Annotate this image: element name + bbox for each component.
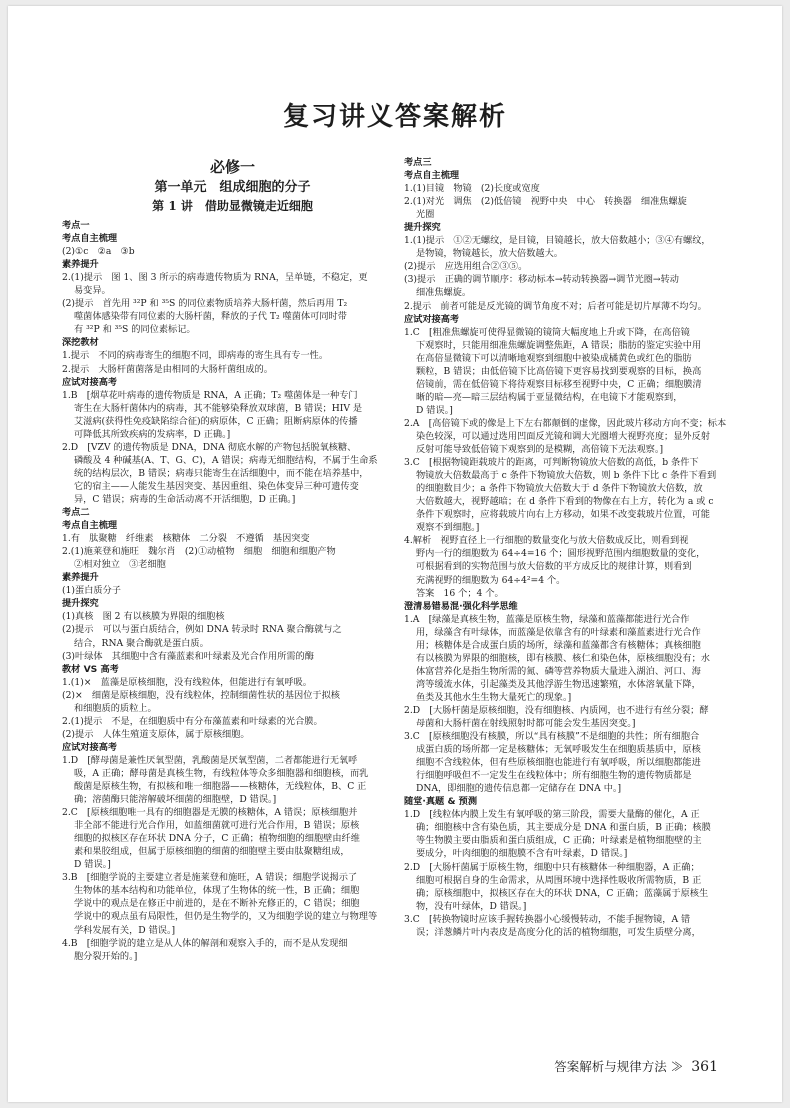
text-line: 学科发展有关，D 错误。]: [74, 924, 176, 936]
text-line: 1.C [粗准焦螺旋可使得显微镜的镜筒大幅度地上升或下降，在高倍镜: [404, 326, 690, 338]
text-line: 生物体的基本结构和功能单位，体现了生物体的统一性，B 正确；细胞: [74, 885, 360, 897]
text-line: 细胞的拟核区存在环状 DNA 分子，C 正确；植物细胞的细胞壁由纤维: [74, 833, 360, 845]
text-line: 细准焦螺旋。: [416, 287, 472, 299]
text-line: 误；洋葱鳞片叶内表皮是高度分化的活的植物细胞，可发生质壁分离，: [416, 926, 701, 938]
text-line: 充满视野的细胞数为 64÷4²=4 个。: [416, 574, 566, 586]
text-line: 1.(1)目镜 物镜 (2)长度或宽度: [404, 183, 540, 195]
section-heading: 考点三: [404, 157, 432, 168]
text-line: 磷酸及 4 种碱基(A、T、G、C)，A 错误；病毒无细胞结构，不属于生命系: [74, 454, 378, 466]
text-line: 可根据看到的实物范围与放大倍数的平方成反比的规律计算，则看到: [416, 561, 692, 573]
text-line: 确；溶菌酶只能溶解破坏细菌的细胞壁，D 错误。]: [74, 794, 277, 806]
text-line: 染色较深，可以通过选用凹面反光镜和调大光圈增大视野亮度；显外反射: [416, 430, 710, 442]
text-line: 大倍数越大，视野越暗；在 d 条件下看到的物像在右上方，转化为 a 或 c: [416, 496, 714, 508]
text-line: 2.(1)施莱登和施旺 魏尔肖 (2)①动植物 细胞 细胞和细胞产物: [62, 546, 336, 558]
text-line: 2.(1)提示 图 1、图 3 所示的病毒遗传物质为 RNA，呈单链，不稳定，更: [62, 272, 368, 284]
text-line: 晰的暗—亮—暗三层结构属于亚显微结构，在电镜下才能观察到，: [416, 391, 683, 403]
footer-arrows: ≫: [670, 1059, 684, 1074]
text-line: 1.D [酵母菌是兼性厌氧型菌，乳酸菌是厌氧型菌，二者都能进行无氧呼: [62, 754, 358, 766]
text-line: 等生物膜主要由脂质和蛋白质组成，C 正确；叶绿素是植物细胞壁的主: [416, 835, 702, 847]
text-line: 光圈: [416, 209, 435, 221]
text-line: 母菌和大肠杆菌在射线照射时都可能会发生基因突变。]: [416, 718, 636, 730]
text-line: 答案 16 个；4 个。: [416, 587, 504, 599]
text-line: 2.(1)对光 调焦 (2)低倍镜 视野中央 中心 转换器 细准焦螺旋: [404, 196, 687, 208]
text-line: 1.提示 不同的病毒寄生的细胞不同，即病毒的寄生具有专一性。: [62, 350, 329, 362]
text-line: 用，绿藻含有叶绿体，而蓝藻是依靠含有的叶绿素和藻蓝素进行光合作: [416, 626, 701, 638]
book-heading: 必修一: [209, 158, 255, 176]
text-line: 有 ³²P 和 ³⁵S 的同位素标记。: [74, 324, 196, 336]
text-line: 艾滋病(获得性免疫缺陷综合征)的病原体，C 正确；阻断病原体的传播: [74, 415, 358, 427]
text-line: 学说中的观点虽有局限性，但仍是生物学的，又为细胞学说的建立与物理等: [74, 911, 378, 923]
text-line: 物镜放大倍数最高于 c 条件下物镜放大倍数，则 b 条件下比 c 条件下看到: [416, 470, 717, 482]
text-line: (1)蛋白质分子: [62, 585, 121, 597]
text-line: (2)提示 人体生殖道支原体，属于原核细胞。: [62, 728, 250, 740]
section-heading: 考点一: [62, 220, 90, 231]
text-line: 2.(1)提示 不是，在细胞质中有分布藻蓝素和叶绿素的光合膜。: [62, 715, 323, 727]
text-line: 4.B [细胞学说的建立是从人体的解剖和观察入手的，而不是从发现细: [62, 937, 348, 949]
text-line: 细胞不含线粒体，但有些原核细胞也能进行有氧呼吸，所以细胞都能进: [416, 757, 701, 769]
text-line: 2.A [高倍镜下或的像是上下左右都颠倒的虚像，因此玻片移动方向不变；标本: [404, 417, 727, 429]
text-line: 2.提示 前者可能是反光镜的调节角度不对；后者可能是切片厚薄不均匀。: [404, 300, 707, 312]
text-line: 2.D [大肠杆菌是原核细胞，没有细胞核、内质网，也不进行有丝分裂；酵: [404, 704, 709, 716]
text-line: 2.D [大肠杆菌属于原核生物，细胞中只有核糖体一种细胞器，A 正确；: [404, 861, 700, 873]
section-heading: 教材 VS 高考: [62, 663, 119, 675]
text-line: 要成分，叶肉细胞的细胞膜不含有叶绿素，D 错误。]: [416, 848, 628, 860]
text-line: 颗粒，B 错误；由低倍镜下比高倍镜下更容易找到要观察的目标，换高: [416, 365, 702, 377]
text-line: (2)提示 可以与蛋白质结合，例如 DNA 转录时 RNA 聚合酶就与之: [62, 624, 342, 636]
text-line: 有以核膜为界限的细胞核，即有核膜、核仁和染色体，原核细胞没有；水: [416, 652, 710, 664]
document-page: [8, 6, 782, 1102]
text-line: 3.C [根据物镜距载玻片的距离，可判断物镜放大倍数的高低，b 条件下: [404, 457, 699, 469]
text-line: 倍镜前，需在低倍镜下将待观察目标移至视野中央，C 正确；细胞膜清: [416, 378, 702, 390]
footer-label: 答案解析与规律方法: [554, 1059, 667, 1074]
text-line: 1.D [线粒体内膜上发生有氧呼吸的第三阶段，需要大量酶的催化，A 正: [404, 809, 700, 821]
text-line: 酸菌是原核生物，有拟核和唯一细胞器——核糖体，无线粒体，B、C 正: [74, 781, 367, 793]
section-heading: 素养提升: [62, 572, 99, 584]
text-line: 行细胞呼吸但不一定发生在线粒体中；所有细胞生物的遗传物质都是: [416, 770, 692, 782]
text-line: 用；核糖体是合成蛋白质的场所，绿藻和蓝藻都含有核糖体；真核细胞: [416, 639, 701, 651]
section-heading: 提升探究: [62, 598, 99, 610]
text-line: 3.C [原核细胞没有核膜，所以“具有核膜”不是细胞的共性；所有细胞合: [404, 731, 700, 743]
left-column-body: [62, 219, 403, 963]
text-line: 2.D [VZV 的遗传物质是 DNA，DNA 彻底水解的产物包括脱氧核糖、: [62, 441, 357, 453]
text-line: 下观察时，只能用细准焦螺旋调整焦距，A 错误；脂肪的鉴定实验中用: [416, 339, 702, 351]
text-line: 2.提示 大肠杆菌菌落是由相同的大肠杆菌组成的。: [62, 363, 273, 375]
text-line: (2)提示 首先用 ³²P 和 ³⁵S 的同位素物质培养大肠杆菌，然后再用 T₂: [62, 298, 348, 310]
text-line: 反射可能导致低倍镜下观察到的是模糊，高倍镜下无法观察。]: [416, 444, 664, 456]
text-line: 观察不到细胞。]: [416, 522, 480, 534]
text-line: 1.A [绿藻是真核生物，蓝藻是原核生物，绿藻和蓝藻都能进行光合作: [404, 613, 690, 625]
text-line: (2)①c ②a ③b: [62, 246, 135, 258]
text-line: (3)叶绿体 其细胞中含有藻蓝素和叶绿素及光合作用所需的酶: [62, 650, 314, 662]
text-line: 胞分裂开始的。]: [74, 950, 138, 962]
right-column-body: [404, 156, 734, 939]
text-line: (3)提示 正确的调节顺序：移动标本→转动转换器→调节光圈→转动: [404, 274, 679, 286]
text-line: 统的结构层次，B 错误；病毒只能寄生在活细胞中，而不能在培养基中，: [74, 467, 369, 479]
text-line: DNA，即细胞的遗传信息都一定储存在 DNA 中。]: [416, 783, 622, 795]
text-line: 在高倍显微镜下可以清晰地观察到细胞中被染成橘黄色或红色的脂肪: [416, 352, 692, 364]
section-heading: 考点二: [62, 507, 90, 519]
text-line: 异，C 错误；病毒的生命活动离不开活细胞，D 正确。]: [74, 493, 296, 505]
unit-heading: 第一单元 组成细胞的分子: [154, 180, 311, 195]
text-line: ②相对独立 ③老细胞: [74, 559, 166, 571]
section-heading: 提升探究: [404, 222, 441, 234]
text-line: 湾等缓流水体，引起藻类及其他浮游生物迅速繁殖，水体溶氧量下降，: [416, 678, 701, 690]
text-line: (2)× 细菌是原核细胞，没有线粒体，控制细菌性状的基因位于拟核: [62, 689, 340, 701]
text-line: 可降低其所致疾病的发病率，D 正确。]: [74, 428, 231, 440]
text-line: 3.C [转换物镜时应该手握转换器小心缓慢转动，不能手握物镜，A 错: [404, 913, 691, 925]
text-line: 非全部不能进行光合作用，如蓝细菌就可进行光合作用，B 错误；原核: [74, 820, 360, 832]
lesson-heading: 第 1 讲 借助显微镜走近细胞: [152, 199, 313, 213]
text-line: 和细胞质的质粒上。: [74, 702, 157, 714]
section-heading: 随堂·真题 & 预测: [404, 796, 478, 808]
text-line: 体富营养化是指生物所需的氮、磷等营养物质大量进入湖泊、河口、海: [416, 665, 701, 677]
text-line: (2)提示 应选用组合②③⑤。: [404, 261, 528, 273]
text-line: 3.B [细胞学说的主要建立者是施莱登和施旺，A 错误；细胞学说揭示了: [62, 872, 358, 884]
text-line: 条件下观察时，应将载玻片向右上方移动，如果不改变载玻片位置，可能: [416, 509, 710, 521]
text-line: 它的宿主——人能发生基因突变、基因重组、染色体变异三种可遗传变: [74, 480, 359, 492]
text-line: D 错误。]: [416, 404, 453, 416]
text-line: 鱼类及其他水生生物大量死亡的现象。]: [416, 691, 572, 703]
section-heading: 考点自主梳理: [62, 520, 118, 532]
section-heading: 应试对接高考: [404, 313, 460, 325]
section-heading: 考点自主梳理: [62, 233, 118, 245]
text-line: 噬菌体感染带有同位素的大肠杆菌，释放的子代 T₂ 噬菌体可同时带: [74, 311, 347, 323]
text-line: 细胞可根据自身的生命需求，从周围环境中选择性吸收所需物质，B 正: [416, 874, 702, 886]
text-line: 素和果胶组成，但属于原核细胞的细菌的细胞壁主要由肽聚糖组成，: [74, 846, 350, 858]
section-heading: 考点自主梳理: [404, 170, 460, 182]
text-line: 寄生在大肠杆菌体内的病毒，其不能够染释放双球菌，B 错误；HIV 是: [74, 402, 363, 414]
text-line: 确；细胞核中含有染色质，其主要成分是 DNA 和蛋白质，B 正确；核膜: [416, 822, 711, 834]
text-line: 1.有 肽聚糖 纤维素 核糖体 二分裂 不遵循 基因突变: [62, 533, 310, 545]
text-line: (1)真核 图 2 有以核膜为界限的细胞核: [62, 611, 225, 623]
text-line: 易变异。: [74, 285, 111, 297]
section-heading: 应试对接高考: [62, 741, 118, 753]
section-heading: 素养提升: [62, 259, 99, 271]
text-line: 4.解析 视野直径上一行细胞的数量变化与放大倍数成反比，则看到视: [404, 535, 689, 547]
text-line: 物，没有叶绿体，D 错误。]: [416, 900, 527, 912]
text-line: 2.C [原核细胞唯一具有的细胞器是无膜的核糖体，A 错误；原核细胞并: [62, 807, 358, 819]
section-heading: 应试对接高考: [62, 376, 118, 388]
text-line: D 错误。]: [74, 859, 111, 871]
text-line: 确；原核细胞中，拟核区存在大的环状 DNA，C 正确；蓝藻属于原核生: [416, 887, 709, 899]
text-line: 结合，RNA 聚合酶就是蛋白质。: [74, 637, 209, 649]
text-line: 1.(1)提示 ①②无螺纹，是目镜，目镜越长，放大倍数越小；③④有螺纹，: [404, 235, 711, 247]
right-column: [404, 156, 734, 939]
text-line: 野内一行的细胞数为 64÷4=16 个；圆形视野范围内细胞数量的变化，: [416, 548, 706, 560]
text-line: 学说中的观点是在修正中前进的，是在不断补充修正的，C 错误；细胞: [74, 898, 360, 910]
section-heading: 深挖教材: [62, 337, 99, 349]
page-footer: [554, 1057, 718, 1075]
left-column: [62, 156, 403, 963]
text-line: 吸，A 正确；酵母菌是真核生物，有线粒体等众多细胞器和细胞核，而乳: [74, 767, 369, 779]
text-line: 成蛋白质的场所都一定是核糖体；无氧呼吸发生在细胞质基质中，原核: [416, 744, 701, 756]
text-line: 的细胞数目少；a 条件下物镜放大倍数大于 d 条件下物镜放大倍数，放: [416, 483, 703, 495]
text-line: 是物镜，物镜越长，放大倍数越大。: [416, 248, 563, 260]
text-line: 1.(1)× 蓝藻是原核细胞，没有线粒体，但能进行有氧呼吸。: [62, 676, 312, 688]
page-number: 361: [691, 1059, 718, 1075]
text-line: 1.B [烟草花叶病毒的遗传物质是 RNA，A 正确；T₂ 噬菌体是一种专门: [62, 389, 358, 401]
section-heading: 澄清易错易混·强化科学思维: [404, 600, 518, 612]
page-title: 复习讲义答案解析: [282, 102, 507, 132]
